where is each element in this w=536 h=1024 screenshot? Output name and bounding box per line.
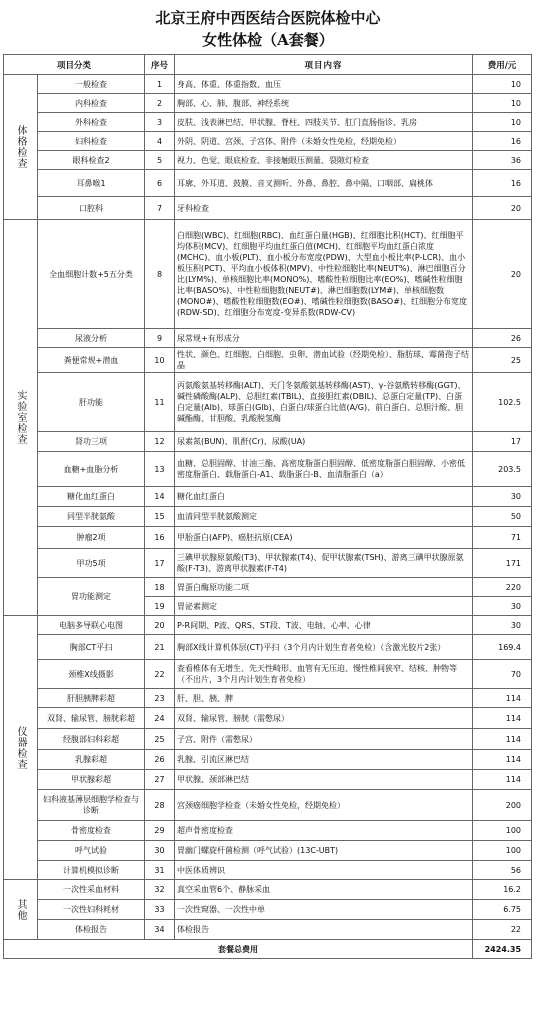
item-content: 视力、色觉、眼底检查、非接触眼压测量、裂隙灯检查 bbox=[175, 151, 473, 170]
item-price: 200 bbox=[473, 790, 532, 821]
item-number: 23 bbox=[145, 689, 175, 708]
table-row bbox=[4, 660, 532, 689]
item-price: 71 bbox=[473, 527, 532, 549]
table-row bbox=[4, 94, 532, 113]
item-number: 25 bbox=[145, 729, 175, 750]
table-row bbox=[4, 920, 532, 940]
item-name: 妇科液基薄层细胞学检查与诊断 bbox=[38, 790, 145, 821]
item-number: 14 bbox=[145, 487, 175, 507]
item-price: 26 bbox=[473, 329, 532, 348]
item-number: 4 bbox=[145, 132, 175, 151]
total-value: 2424.35 bbox=[473, 940, 532, 959]
item-name: 同型半胱氨酸 bbox=[38, 507, 145, 527]
item-name: 胸部CT平扫 bbox=[38, 635, 145, 660]
col-header-category: 项目分类 bbox=[4, 55, 145, 75]
item-content: 超声骨密度检查 bbox=[175, 821, 473, 841]
item-name: 颈椎X线摄影 bbox=[38, 660, 145, 689]
item-content: 耳廓、外耳道、鼓膜、音叉测听、外鼻、鼻腔、鼻中隔、口咽部、扁桃体 bbox=[175, 170, 473, 197]
col-header-number: 序号 bbox=[145, 55, 175, 75]
item-name: 耳鼻喉1 bbox=[38, 170, 145, 197]
page-title: 北京王府中西医结合医院体检中心 bbox=[155, 9, 381, 27]
item-number: 3 bbox=[145, 113, 175, 132]
table-row bbox=[4, 790, 532, 821]
item-name: 经腹部妇科彩超 bbox=[38, 729, 145, 750]
total-row bbox=[4, 940, 532, 959]
item-name: 尿液分析 bbox=[38, 329, 145, 348]
col-header-price: 费用/元 bbox=[473, 55, 532, 75]
item-name: 肾功三项 bbox=[38, 432, 145, 452]
item-number: 10 bbox=[145, 348, 175, 373]
category-cell: 体格检查 bbox=[4, 75, 38, 220]
item-name: 肝胆胰脾彩超 bbox=[38, 689, 145, 708]
item-name: 胃功能测定 bbox=[38, 578, 145, 616]
table-body bbox=[4, 75, 532, 959]
item-content: 一次性窥器、一次性中单 bbox=[175, 900, 473, 920]
item-name: 计算机模拟诊断 bbox=[38, 861, 145, 880]
item-number: 8 bbox=[145, 220, 175, 329]
item-number: 7 bbox=[145, 197, 175, 220]
item-number: 6 bbox=[145, 170, 175, 197]
category-cell: 其他 bbox=[4, 880, 38, 940]
item-content: 查看椎体有无增生、先天性畸形、血管有无压迫、慢性椎间狭窄、结核、肿物等（不出片，3个月内计划生育者免检） bbox=[175, 660, 473, 689]
item-number: 21 bbox=[145, 635, 175, 660]
item-number: 11 bbox=[145, 373, 175, 432]
table-row bbox=[4, 729, 532, 750]
item-price: 20 bbox=[473, 220, 532, 329]
item-number: 18 bbox=[145, 578, 175, 597]
item-name: 糖化血红蛋白 bbox=[38, 487, 145, 507]
table-row bbox=[4, 527, 532, 549]
table-row bbox=[4, 750, 532, 770]
item-number: 29 bbox=[145, 821, 175, 841]
item-price: 169.4 bbox=[473, 635, 532, 660]
item-price: 70 bbox=[473, 660, 532, 689]
item-number: 2 bbox=[145, 94, 175, 113]
table-row bbox=[4, 841, 532, 861]
item-price: 16 bbox=[473, 170, 532, 197]
item-number: 15 bbox=[145, 507, 175, 527]
table-row bbox=[4, 432, 532, 452]
item-number: 33 bbox=[145, 900, 175, 920]
item-number: 1 bbox=[145, 75, 175, 94]
item-content: 皮肤、浅表淋巴结、甲状腺、脊柱、四肢关节、肛门直肠指诊、乳房 bbox=[175, 113, 473, 132]
table-row bbox=[4, 487, 532, 507]
item-name: 甲功5项 bbox=[38, 549, 145, 578]
table-row bbox=[4, 708, 532, 729]
item-content: 尿常规+有形成分 bbox=[175, 329, 473, 348]
item-price: 30 bbox=[473, 616, 532, 635]
table-row bbox=[4, 821, 532, 841]
item-price: 16.2 bbox=[473, 880, 532, 900]
item-name: 双肾、输尿管、膀胱彩超 bbox=[38, 708, 145, 729]
item-name: 一次性妇科耗材 bbox=[38, 900, 145, 920]
item-content: 体检报告 bbox=[175, 920, 473, 940]
item-number: 26 bbox=[145, 750, 175, 770]
item-name: 粪便常规+潜血 bbox=[38, 348, 145, 373]
item-price: 36 bbox=[473, 151, 532, 170]
item-content: 牙科检查 bbox=[175, 197, 473, 220]
item-price: 30 bbox=[473, 487, 532, 507]
total-label: 套餐总费用 bbox=[4, 940, 473, 959]
item-name: 电脑多导联心电图 bbox=[38, 616, 145, 635]
item-name: 一般检查 bbox=[38, 75, 145, 94]
item-price: 30 bbox=[473, 597, 532, 616]
item-number: 32 bbox=[145, 880, 175, 900]
table-row bbox=[4, 348, 532, 373]
item-price: 10 bbox=[473, 113, 532, 132]
table-row bbox=[4, 151, 532, 170]
item-content: 中医体质辨识 bbox=[175, 861, 473, 880]
item-name: 全血细胞计数+5五分类 bbox=[38, 220, 145, 329]
item-price: 102.5 bbox=[473, 373, 532, 432]
item-price: 6.75 bbox=[473, 900, 532, 920]
item-price: 203.5 bbox=[473, 452, 532, 487]
item-number: 30 bbox=[145, 841, 175, 861]
item-price: 56 bbox=[473, 861, 532, 880]
page-subtitle: 女性体检（A套餐） bbox=[202, 31, 334, 49]
item-price: 50 bbox=[473, 507, 532, 527]
item-price: 22 bbox=[473, 920, 532, 940]
table-row bbox=[4, 170, 532, 197]
item-price: 17 bbox=[473, 432, 532, 452]
exam-table bbox=[3, 54, 532, 959]
item-price: 100 bbox=[473, 841, 532, 861]
item-content: 尿素氮(BUN)、肌酐(Cr)、尿酸(UA) bbox=[175, 432, 473, 452]
item-number: 34 bbox=[145, 920, 175, 940]
table-row bbox=[4, 329, 532, 348]
table-row bbox=[4, 578, 532, 597]
item-number: 9 bbox=[145, 329, 175, 348]
item-content: 胃幽门螺旋杆菌检测（呼气试验）(13C-UBT) bbox=[175, 841, 473, 861]
col-header-content: 项目内容 bbox=[175, 55, 473, 75]
item-price: 220 bbox=[473, 578, 532, 597]
item-number: 17 bbox=[145, 549, 175, 578]
item-number: 22 bbox=[145, 660, 175, 689]
item-price: 114 bbox=[473, 689, 532, 708]
table-row bbox=[4, 197, 532, 220]
item-content: 宫颈癌细胞学检查（未婚女性免检，经期免检） bbox=[175, 790, 473, 821]
table-row bbox=[4, 113, 532, 132]
table-row bbox=[4, 452, 532, 487]
item-content: 白细胞(WBC)、红细胞(RBC)、血红蛋白量(HGB)、红细胞比积(HCT)、红细胞平均体积(MCV)、红细胞平均血红蛋白值(MCH)、红细胞平均血红蛋白浓度(MCHC)、血小板(PLT)、血小板分布宽度(PDW)、大型血小板比率(P-LCR)、血小板压积(PCT)、平均血小板体积(MPV)、中性粒细胞比率(NEUT%)、淋巴细胞百分比(LYM%)、单核细胞比率(MONO%)、嗜酸性粒细胞比率(EO%)、嗜碱性粒细胞比率(BASO%)、中性粒细胞数(NEUT#)、淋巴细胞数(LYM#)、单核细胞数(MONO#)、嗜酸性粒细胞数(EO#)、嗜碱性粒细胞数(BASO#)、红细胞分布宽度(RDW-SD)、红细胞分布宽度-变异系数(RDW-CV) bbox=[175, 220, 473, 329]
item-content: 血糖、总胆固醇、甘油三酯、高密度脂蛋白胆固醇、低密度脂蛋白胆固醇、小密低密度脂蛋白、载脂蛋白-A1、载脂蛋白-B、血清脂蛋白（a） bbox=[175, 452, 473, 487]
table-row bbox=[4, 689, 532, 708]
table-row bbox=[4, 861, 532, 880]
category-cell: 仪器检查 bbox=[4, 616, 38, 880]
item-price: 114 bbox=[473, 729, 532, 750]
item-name: 乳腺彩超 bbox=[38, 750, 145, 770]
item-name: 妇科检查 bbox=[38, 132, 145, 151]
item-name: 体检报告 bbox=[38, 920, 145, 940]
item-content: 双肾、输尿管、膀胱（需憋尿） bbox=[175, 708, 473, 729]
table-row bbox=[4, 616, 532, 635]
table-row bbox=[4, 75, 532, 94]
category-cell: 实验室检查 bbox=[4, 220, 38, 616]
item-price: 10 bbox=[473, 94, 532, 113]
item-name: 肝功能 bbox=[38, 373, 145, 432]
item-content: 甲胎蛋白(AFP)、癌胚抗原(CEA) bbox=[175, 527, 473, 549]
item-name: 一次性采血材料 bbox=[38, 880, 145, 900]
item-name: 外科检查 bbox=[38, 113, 145, 132]
item-content: 甲状腺、颈部淋巴结 bbox=[175, 770, 473, 790]
item-price: 100 bbox=[473, 821, 532, 841]
item-name: 甲状腺彩超 bbox=[38, 770, 145, 790]
item-name: 血糖+血脂分析 bbox=[38, 452, 145, 487]
item-content: 血清同型半胱氨酸测定 bbox=[175, 507, 473, 527]
table-row bbox=[4, 220, 532, 329]
table-row bbox=[4, 770, 532, 790]
item-name: 内科检查 bbox=[38, 94, 145, 113]
item-number: 16 bbox=[145, 527, 175, 549]
item-name: 骨密度检查 bbox=[38, 821, 145, 841]
item-price: 10 bbox=[473, 75, 532, 94]
item-content: 糖化血红蛋白 bbox=[175, 487, 473, 507]
item-name: 眼科检查2 bbox=[38, 151, 145, 170]
item-content: 子宫、附件（需憋尿） bbox=[175, 729, 473, 750]
item-number: 20 bbox=[145, 616, 175, 635]
item-price: 25 bbox=[473, 348, 532, 373]
table-row bbox=[4, 132, 532, 151]
item-content: 身高、体重、体重指数、血压 bbox=[175, 75, 473, 94]
table-row bbox=[4, 373, 532, 432]
item-content: P-R间期、P波、QRS、ST段、T波、电轴、心率、心律 bbox=[175, 616, 473, 635]
item-content: 胸部X线计算机体层(CT)平扫（3个月内计划生育者免检）（含激光胶片2张） bbox=[175, 635, 473, 660]
item-number: 24 bbox=[145, 708, 175, 729]
item-content: 外阴、阴道、宫颈、子宫体、附件（未婚女性免检，经期免检） bbox=[175, 132, 473, 151]
item-content: 胃蛋白酶原功能二项 bbox=[175, 578, 473, 597]
item-content: 胸部、心、肺、腹部、神经系统 bbox=[175, 94, 473, 113]
table-row bbox=[4, 549, 532, 578]
item-number: 19 bbox=[145, 597, 175, 616]
item-number: 31 bbox=[145, 861, 175, 880]
item-name: 口腔科 bbox=[38, 197, 145, 220]
item-content: 丙氨酸氨基转移酶(ALT)、天门冬氨酸氨基转移酶(AST)、γ-谷氨酰转移酶(GGT)、碱性磷酸酶(ALP)、总胆红素(TBIL)、直接胆红素(DBIL)、总蛋白定量(TP)、白蛋白定量(Alb)、球蛋白(Glb)、白蛋白/球蛋白比值(A/G)、前白蛋白、总胆汁酸、胆碱酯酶、甘胆酸、乳酸脱氢酶 bbox=[175, 373, 473, 432]
item-number: 27 bbox=[145, 770, 175, 790]
item-content: 乳腺、引流区淋巴结 bbox=[175, 750, 473, 770]
item-price: 16 bbox=[473, 132, 532, 151]
item-content: 性状、颜色、红细胞、白细胞、虫卵、潜血试验（经期免检）、脂肪球、霉菌孢子结晶 bbox=[175, 348, 473, 373]
item-content: 三碘甲状腺原氨酸(T3)、甲状腺素(T4)、促甲状腺素(TSH)、游离三碘甲状腺原氨酸(F-T3)、游离甲状腺素(F-T4) bbox=[175, 549, 473, 578]
item-name: 呼气试验 bbox=[38, 841, 145, 861]
table-row bbox=[4, 507, 532, 527]
item-price: 20 bbox=[473, 197, 532, 220]
item-name: 肿瘤2项 bbox=[38, 527, 145, 549]
table-row bbox=[4, 880, 532, 900]
item-price: 114 bbox=[473, 708, 532, 729]
item-number: 5 bbox=[145, 151, 175, 170]
item-content: 胃泌素测定 bbox=[175, 597, 473, 616]
item-number: 28 bbox=[145, 790, 175, 821]
item-price: 114 bbox=[473, 750, 532, 770]
table-row bbox=[4, 900, 532, 920]
item-price: 114 bbox=[473, 770, 532, 790]
table-header-row bbox=[4, 55, 532, 75]
item-number: 13 bbox=[145, 452, 175, 487]
item-content: 肝、胆、胰、脾 bbox=[175, 689, 473, 708]
item-content: 真空采血管6个、静脉采血 bbox=[175, 880, 473, 900]
item-number: 12 bbox=[145, 432, 175, 452]
table-row bbox=[4, 635, 532, 660]
item-price: 171 bbox=[473, 549, 532, 578]
